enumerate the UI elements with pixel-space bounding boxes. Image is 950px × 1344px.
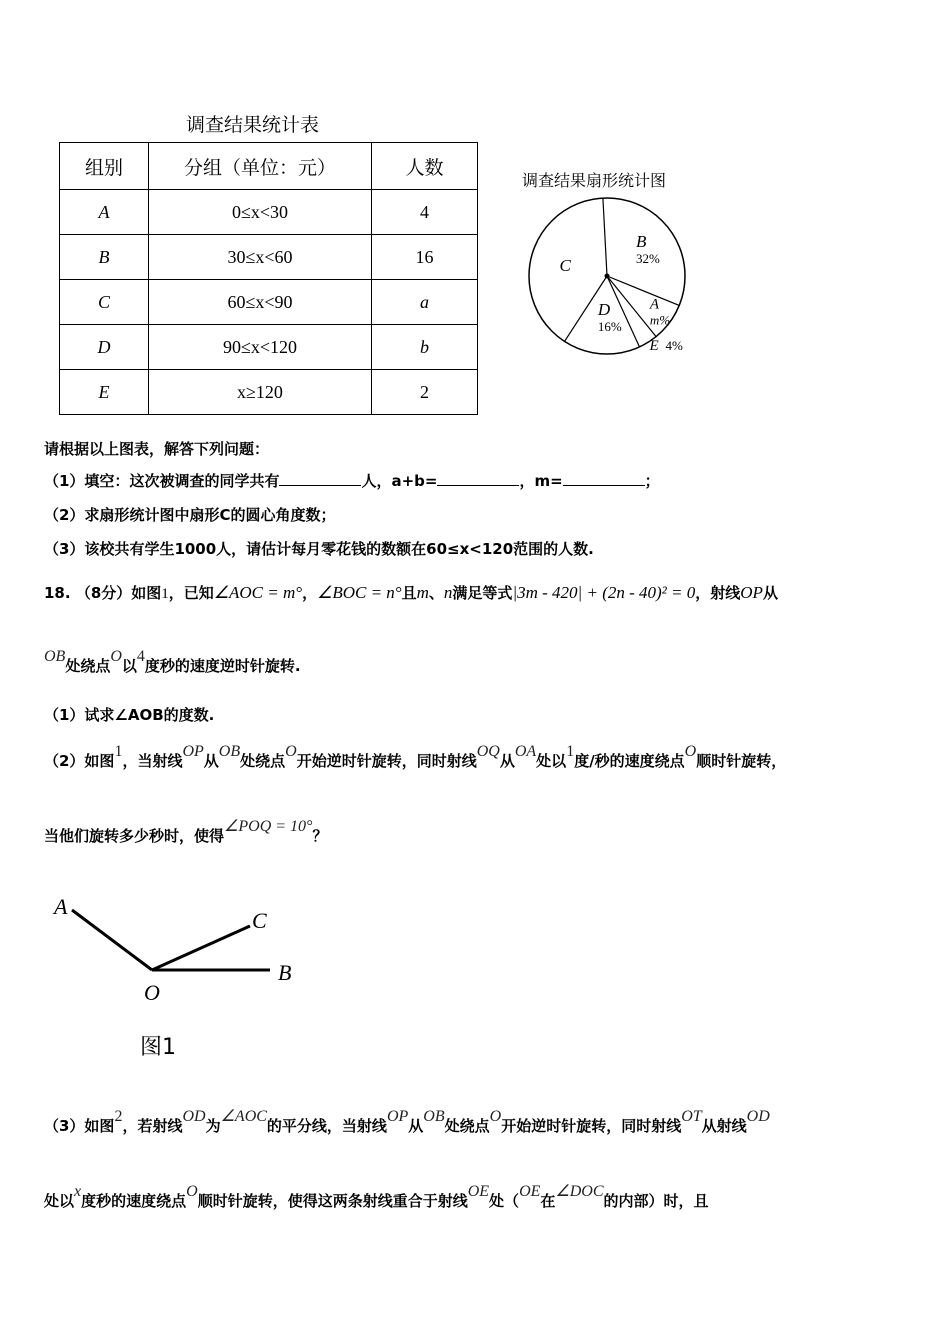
angle-aoc: ∠AOC = m° (213, 583, 303, 602)
sub3-oe: OE (467, 1183, 490, 1200)
q18-and: 且 (401, 584, 417, 602)
var-m: m (416, 583, 429, 602)
pie-label-a: A (649, 296, 660, 313)
label-a: A (54, 894, 68, 919)
pie-value-a: m% (649, 312, 671, 328)
sub3-is: 为 (205, 1117, 221, 1135)
ray-ob: OB (44, 648, 66, 665)
sub2-text-a: （2）如图 (44, 752, 115, 770)
q18-ray: ，射线 (695, 584, 741, 602)
q17-part1-text-a: （1）填空：这次被调查的同学共有 (44, 472, 280, 490)
table-row (60, 325, 478, 370)
sub2-around: 处绕点 (240, 752, 286, 770)
header-group: 组别 (60, 143, 149, 190)
q18-sub2-line1 (44, 743, 787, 771)
q18-by: 以 (121, 657, 137, 675)
q18-from: 从 (762, 584, 778, 602)
sub2-from2: 从 (499, 752, 515, 770)
cell-range: 90≤x<120 (149, 325, 372, 370)
cell-count: a (372, 280, 478, 325)
q18-points: （8分）如图 (75, 584, 162, 602)
angle-boc: ∠BOC = n° (317, 583, 402, 602)
pie-chart (515, 190, 715, 370)
cell-count: 4 (372, 190, 478, 235)
q18-sub3-line1 (44, 1108, 770, 1136)
sub3-text-e: 顺时针旋转，使得这两条射线重合于射线 (197, 1192, 468, 1210)
pie-label-e: E (649, 338, 659, 355)
sub2-op: OP (182, 743, 204, 760)
sub2-text-b: ，当射线 (122, 752, 183, 770)
sub3-o2: O (186, 1183, 198, 1200)
q17-part1-text-b: 人，a+b= (361, 472, 438, 490)
sub3-in: 在 (540, 1192, 556, 1210)
sub3-o: O (489, 1108, 502, 1125)
table-row (60, 235, 478, 280)
speed-4: 4 (136, 648, 145, 665)
pie-chart-title: 调查结果扇形统计图 (522, 171, 667, 190)
sub2-text-e: 度/秒的速度绕点 (574, 752, 685, 770)
sub3-od2: OD (746, 1108, 770, 1125)
q17-part1 (44, 470, 660, 491)
table-title: 调查结果统计表 (186, 114, 320, 136)
figure-1 (48, 890, 308, 1070)
q17-part1-text-c: ，m= (519, 472, 563, 490)
sub2-ob: OB (218, 743, 241, 760)
sub3-od: OD (182, 1108, 206, 1125)
header-range: 分组（单位：元） (149, 143, 372, 190)
sub2-oa: OA (514, 743, 537, 760)
sub3-text-c: 开始逆时针旋转，同时射线 (501, 1117, 682, 1135)
point-o: O (110, 648, 122, 665)
sub3-place: 处（ (489, 1192, 520, 1210)
sub3-text-b: ，若射线 (122, 1117, 183, 1135)
var-n: n (443, 583, 453, 602)
cell-group: D (60, 325, 149, 370)
pie-label-c: C (559, 255, 571, 275)
sub3-bisector: 的平分线，当射线 (266, 1117, 387, 1135)
sub3-text-a: （3）如图 (44, 1117, 115, 1135)
table-row (60, 280, 478, 325)
sub3-aoc: ∠AOC (220, 1108, 267, 1125)
sub3-inside: 的内部）时，且 (603, 1192, 709, 1210)
q18-line2 (44, 648, 301, 676)
table-row (60, 370, 478, 415)
pie-label-b: B (635, 232, 647, 252)
sub2-text-g: 当他们旋转多少秒时，使得 (44, 827, 225, 845)
q18-satisfy: 满足等式 (452, 584, 513, 602)
sub2-from: 从 (203, 752, 219, 770)
q17-part2: （2）求扇形统计图中扇形C的圆心角度数； (44, 506, 336, 524)
survey-table (59, 142, 478, 415)
equation: |3m - 420| + (2n - 40)² = 0 (512, 583, 696, 602)
sub2-text-f: 顺时针旋转， (696, 752, 787, 770)
answer-blank-total[interactable] (279, 471, 361, 486)
cell-range: 30≤x<60 (149, 235, 372, 280)
label-o: O (144, 980, 160, 1005)
sub3-oe2: OE (519, 1183, 541, 1200)
sub3-doc: ∠DOC (555, 1183, 604, 1200)
pie-slice-boundary-b (603, 198, 607, 276)
pie-label-d: D (597, 299, 611, 319)
pie-value-d: 16% (597, 318, 622, 334)
cell-count: b (372, 325, 478, 370)
q18-sub3-line2 (44, 1183, 709, 1211)
figure-caption: 图1 (140, 1035, 176, 1060)
answer-blank-m[interactable] (563, 471, 645, 486)
sub2-text-c: 开始逆时针旋转，同时射线 (296, 752, 477, 770)
ray-op: OP (740, 583, 763, 602)
pie-value-e: 4% (665, 338, 683, 354)
cell-group: B (60, 235, 149, 280)
sub2-fig: 1 (114, 743, 123, 760)
q18-rate: 度秒的速度逆时针旋转. (144, 657, 301, 675)
q17-part3: （3）该校共有学生1000人，请估计每月零花钱的数额在60≤x<120范围的人数. (44, 540, 594, 558)
sub2-oq: OQ (476, 743, 500, 760)
cell-count: 2 (372, 370, 478, 415)
sub2-qmark: ？ (312, 827, 328, 845)
q18-sub2-line2 (44, 818, 328, 846)
q17-part1-text-d: ； (644, 472, 660, 490)
cell-range: 60≤x<90 (149, 280, 372, 325)
cell-group: C (60, 280, 149, 325)
sub3-ot: OT (681, 1108, 702, 1125)
sub3-fig: 2 (114, 1108, 123, 1125)
label-c: C (252, 908, 267, 933)
sub2-one: 1 (566, 743, 575, 760)
pie-center (605, 274, 610, 279)
q18-fig-ref: 1 (161, 586, 169, 602)
table-row (60, 190, 478, 235)
cell-range: x≥120 (149, 370, 372, 415)
ray-oa-line (72, 910, 152, 970)
sub3-from-ray: 从射线 (701, 1117, 747, 1135)
q18-line1 (44, 582, 778, 603)
sub2-o: O (285, 743, 297, 760)
answer-blank-a-plus-b[interactable] (437, 471, 519, 486)
cell-group: A (60, 190, 149, 235)
q18-sep: 、 (428, 584, 444, 602)
q18-known: ，已知 (168, 584, 214, 602)
sub3-text-d: 度秒的速度绕点 (81, 1192, 187, 1210)
header-count: 人数 (372, 143, 478, 190)
sub3-from: 从 (408, 1117, 424, 1135)
q18-comma: ， (302, 584, 318, 602)
table-header-row (60, 143, 478, 190)
q18-sub1: （1）试求∠AOB的度数. (44, 706, 215, 724)
q18-around: 处绕点 (65, 657, 111, 675)
sub3-around: 处绕点 (444, 1117, 490, 1135)
sub3-ob: OB (423, 1108, 445, 1125)
q18-number: 18. (44, 584, 71, 602)
cell-group: E (60, 370, 149, 415)
sub3-op: OP (386, 1108, 409, 1125)
label-b: B (278, 960, 292, 985)
pie-value-b: 32% (635, 251, 660, 267)
ray-oc-line (152, 926, 250, 970)
angle-poq: ∠POQ = 10° (224, 818, 313, 835)
q17-intro: 请根据以上图表，解答下列问题： (44, 440, 270, 458)
sub3-x: x (74, 1183, 82, 1200)
cell-range: 0≤x<30 (149, 190, 372, 235)
sub2-o2: O (684, 743, 697, 760)
cell-count: 16 (372, 235, 478, 280)
sub3-at: 处以 (44, 1192, 75, 1210)
sub2-text-d: 处以 (536, 752, 567, 770)
